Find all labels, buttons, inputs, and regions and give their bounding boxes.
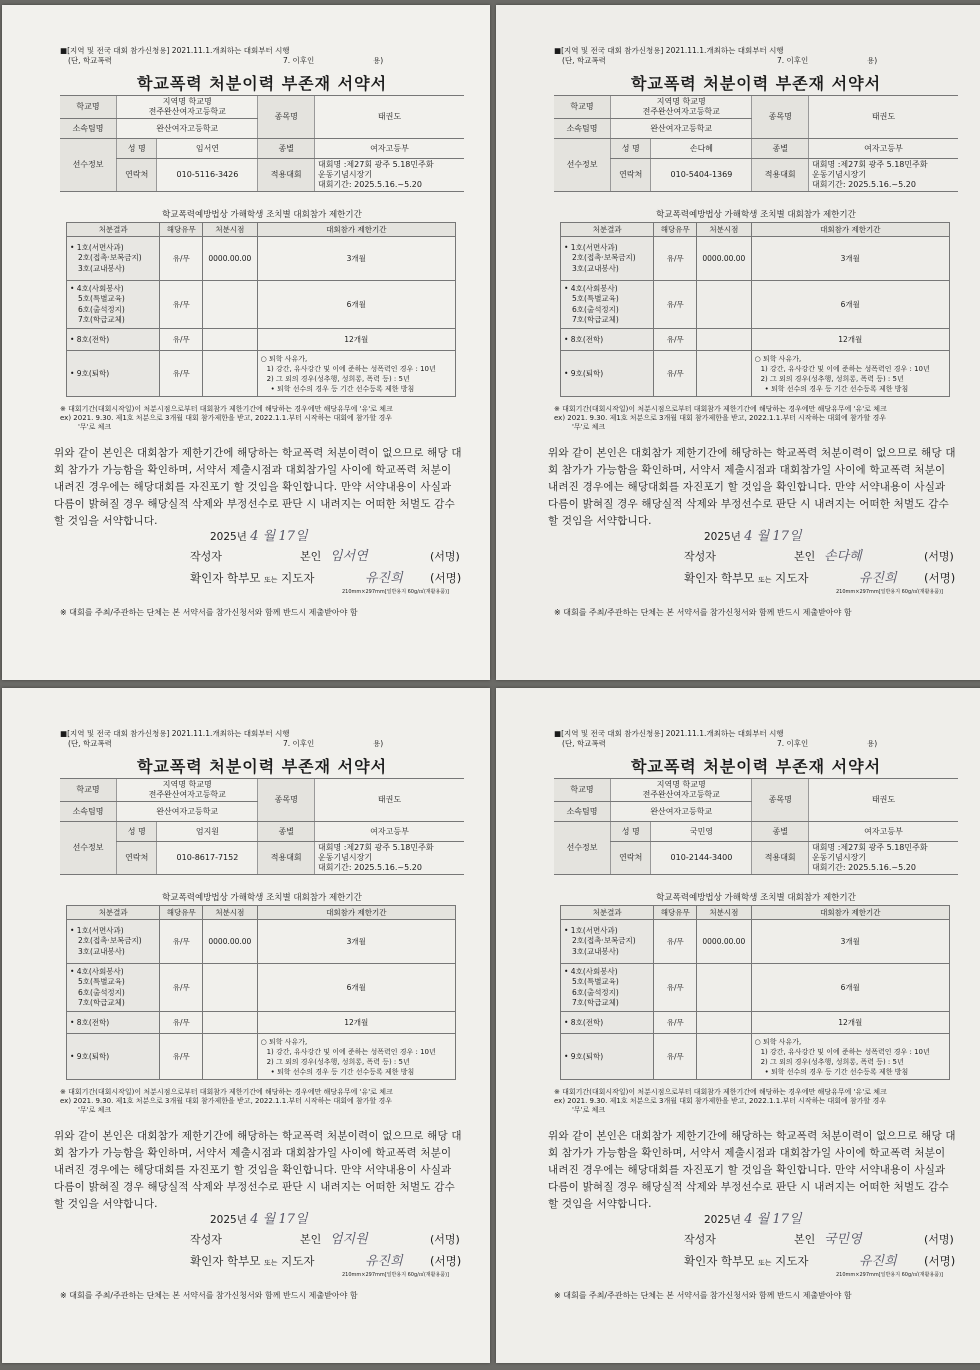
applicable-mark: 유/무 — [160, 920, 203, 964]
sanction-row-4-7: • 4호(사회봉사) 5호(특별교육) 6호(출석정지) 7호(학급교체) — [67, 281, 160, 329]
confirmer-label: 확인자 — [684, 571, 718, 585]
event-label: 종목명 — [258, 96, 315, 139]
confirmer-label: 확인자 — [190, 1254, 224, 1268]
sanction-table-title: 학교폭력예방법상 가해학생 조치별 대회참가 제한기간 — [656, 210, 856, 220]
sanction-row-1-3: • 1호(서면사과) 2호(접촉·보복금지) 3호(교내봉사) — [67, 920, 160, 964]
athlete-info-table — [60, 95, 464, 192]
sanction-row-9: • 9호(퇴학) — [67, 351, 160, 397]
self-label: 본인 — [300, 550, 322, 563]
pledge-sheet-1 — [2, 5, 490, 680]
applicable-mark: 유/무 — [160, 1034, 203, 1080]
class-value: 여자고등부 — [314, 822, 464, 842]
pledge-sheet-4 — [496, 688, 980, 1363]
confirmer-line — [190, 570, 462, 586]
form-header: ■[지역 및 전국 대회 참가신청용] 2021.11.1.개최하는 대회부터 시행 — [554, 729, 784, 738]
table-note: ※ 대회기간(대회시작일)이 처분시점으로부터 대회참가 제한기간에 해당하는 경우에만 해당유무에 '유'로 체크 ex) 2021. 9.30. 제1호 처분으로 3개월 대회 참가제한을 받고, 2022.1.1.부터 시작하는 대회에 참가할 경우 '무'로 체크 — [554, 405, 887, 431]
team-name: 완산여자고등학교 — [117, 802, 258, 822]
class-value: 여자고등부 — [808, 139, 958, 159]
form-header: ■[지역 및 전국 대회 참가신청용] 2021.11.1.개최하는 대회부터 시행 — [554, 46, 784, 55]
restriction-period: 6개월 — [751, 281, 949, 329]
applicable-mark: 유/무 — [160, 329, 203, 351]
restriction-period: 3개월 — [751, 920, 949, 964]
coach-signature: 유진희 — [365, 1254, 403, 1269]
school-name: 지역명 학교명 전주완산여자고등학교 — [611, 96, 752, 119]
team-name: 완산여자고등학교 — [611, 802, 752, 822]
or-label: 또는 — [757, 576, 772, 584]
table-note: ※ 대회기간(대회시작일)이 처분시점으로부터 대회참가 제한기간에 해당하는 경우에만 해당유무에 '유'로 체크 ex) 2021. 9.30. 제1호 처분으로 3개월 대회 참가제한을 받고, 2022.1.1.부터 시작하는 대회에 참가할 경우 '무'로 체크 — [554, 1088, 887, 1114]
coach-signature: 유진희 — [859, 1254, 897, 1269]
parent-label: 학부모 — [226, 1254, 261, 1268]
pledge-date: 2025년 4 월 17일 — [704, 1212, 802, 1227]
competition-label: 적용대회 — [258, 842, 315, 875]
author-label: 작성자 — [190, 550, 222, 563]
form-title: 학교폭력 처분이력 부존재 서약서 — [136, 74, 388, 93]
athlete-label: 선수정보 — [554, 139, 611, 192]
seal-label: (서명) — [430, 1254, 462, 1268]
class-label: 종별 — [258, 822, 315, 842]
athlete-signature: 국민영 — [824, 1232, 862, 1247]
athlete-label: 선수정보 — [554, 822, 611, 875]
sanction-row-1-3: • 1호(서면사과) 2호(접촉·보복금지) 3호(교내봉사) — [561, 920, 654, 964]
seal-label: (서명) — [430, 571, 462, 585]
form-header-note: (단, 학교폭력 7. 이후인 용) — [562, 56, 878, 65]
restriction-period: 12개월 — [751, 1012, 949, 1034]
applicable-mark: 유/무 — [654, 281, 697, 329]
event-label: 종목명 — [752, 96, 809, 139]
th-applicable: 해당유무 — [160, 906, 203, 920]
sanction-row-4-7: • 4호(사회봉사) 5호(특별교육) 6호(출석정지) 7호(학급교체) — [67, 964, 160, 1012]
author-line — [190, 548, 460, 564]
pledge-date: 2025년 4 월 17일 — [210, 1212, 308, 1227]
contact-label: 연락처 — [611, 842, 651, 875]
school-label: 학교명 — [554, 96, 611, 119]
applicable-mark: 유/무 — [654, 920, 697, 964]
athlete-phone: 010-5404-1369 — [651, 159, 752, 192]
footnote: ※ 대회를 주최/주관하는 단체는 본 서약서를 참가신청서와 함께 반드시 제출받아야 함 — [60, 1291, 358, 1300]
school-name: 지역명 학교명 전주완산여자고등학교 — [611, 779, 752, 802]
th-date: 처분시점 — [203, 223, 257, 237]
confirmer-line — [684, 1253, 956, 1269]
paper-spec: 210mm×297mm[일반용지 60g/㎡(재활용품)] — [836, 1272, 944, 1278]
th-date: 처분시점 — [697, 906, 751, 920]
event-label: 종목명 — [258, 779, 315, 822]
school-label: 학교명 — [60, 96, 117, 119]
pledge-sheet-2 — [496, 5, 980, 680]
sanction-table-title: 학교폭력예방법상 가해학생 조치별 대회참가 제한기간 — [162, 893, 362, 903]
contact-label: 연락처 — [117, 159, 157, 192]
form-title: 학교폭력 처분이력 부존재 서약서 — [630, 74, 882, 93]
team-label: 소속팀명 — [60, 119, 117, 139]
parent-label: 학부모 — [720, 1254, 755, 1268]
class-label: 종별 — [258, 139, 315, 159]
paper-spec: 210mm×297mm[일반용지 60g/㎡(재활용품)] — [342, 589, 450, 595]
school-name: 지역명 학교명 전주완산여자고등학교 — [117, 779, 258, 802]
sanction-table — [560, 222, 950, 397]
sanction-row-1-3: • 1호(서면사과) 2호(접촉·보복금지) 3호(교내봉사) — [67, 237, 160, 281]
confirmer-label: 확인자 — [190, 571, 224, 585]
applicable-mark: 유/무 — [160, 281, 203, 329]
class-label: 종별 — [752, 822, 809, 842]
athlete-phone: 010-8617-7152 — [157, 842, 258, 875]
expulsion-detail: ○ 퇴학 사유가, 1) 강간, 유사강간 및 이에 준하는 성폭력인 경우 : 10년 2) 그 외의 경우(성추행, 성희롱, 폭력 등) : 5년 • 퇴학 선수의 경우 등 기간 선수등록 제한 방침 — [257, 1034, 455, 1080]
team-label: 소속팀명 — [60, 802, 117, 822]
team-label: 소속팀명 — [554, 119, 611, 139]
th-period: 대회참가 제한기간 — [751, 223, 949, 237]
author-line — [684, 1231, 954, 1247]
th-applicable: 해당유무 — [654, 906, 697, 920]
competition-value: 대회명 :제27회 광주 5.18민주화 운동기념시장기 대회기간: 2025.5.16.~5.20 — [808, 842, 958, 875]
sanction-date: 0000.00.00 — [697, 237, 751, 281]
parent-label: 학부모 — [226, 571, 261, 585]
sanction-row-8: • 8호(전학) — [67, 1012, 160, 1034]
th-applicable: 해당유무 — [654, 223, 697, 237]
table-note: ※ 대회기간(대회시작일)이 처분시점으로부터 대회참가 제한기간에 해당하는 경우에만 해당유무에 '유'로 체크 ex) 2021. 9.30. 제1호 처분으로 3개월 대회 참가제한을 받고, 2022.1.1.부터 시작하는 대회에 참가할 경우 '무'로 체크 — [60, 405, 393, 431]
sanction-row-8: • 8호(전학) — [561, 329, 654, 351]
expulsion-detail: ○ 퇴학 사유가, 1) 강간, 유사강간 및 이에 준하는 성폭력인 경우 : 10년 2) 그 외의 경우(성추행, 성희롱, 폭력 등) : 5년 • 퇴학 선수의 경우 등 기간 선수등록 제한 방침 — [257, 351, 455, 397]
seal-label: (서명) — [430, 1233, 460, 1246]
applicable-mark: 유/무 — [654, 1034, 697, 1080]
table-note: ※ 대회기간(대회시작일)이 처분시점으로부터 대회참가 제한기간에 해당하는 경우에만 해당유무에 '유'로 체크 ex) 2021. 9.30. 제1호 처분으로 3개월 대회 참가제한을 받고, 2022.1.1.부터 시작하는 대회에 참가할 경우 '무'로 체크 — [60, 1088, 393, 1114]
event-value: 태권도 — [808, 779, 958, 822]
sanction-row-9: • 9호(퇴학) — [561, 1034, 654, 1080]
form-title: 학교폭력 처분이력 부존재 서약서 — [136, 757, 388, 776]
restriction-period: 12개월 — [751, 329, 949, 351]
confirmer-line — [190, 1253, 462, 1269]
athlete-info-table — [554, 95, 958, 192]
sanction-row-9: • 9호(퇴학) — [561, 351, 654, 397]
form-title: 학교폭력 처분이력 부존재 서약서 — [630, 757, 882, 776]
form-header: ■[지역 및 전국 대회 참가신청용] 2021.11.1.개최하는 대회부터 시행 — [60, 46, 290, 55]
parent-label: 학부모 — [720, 571, 755, 585]
sanction-row-4-7: • 4호(사회봉사) 5호(특별교육) 6호(출석정지) 7호(학급교체) — [561, 964, 654, 1012]
restriction-period: 6개월 — [257, 964, 455, 1012]
athlete-name: 임서연 — [157, 139, 258, 159]
form-header-note: (단, 학교폭력 7. 이후인 용) — [68, 56, 384, 65]
paper-spec: 210mm×297mm[일반용지 60g/㎡(재활용품)] — [342, 1272, 450, 1278]
athlete-name: 손다혜 — [651, 139, 752, 159]
school-label: 학교명 — [60, 779, 117, 802]
applicable-mark: 유/무 — [160, 237, 203, 281]
th-period: 대회참가 제한기간 — [257, 906, 455, 920]
contact-label: 연락처 — [611, 159, 651, 192]
team-name: 완산여자고등학교 — [611, 119, 752, 139]
applicable-mark: 유/무 — [160, 351, 203, 397]
or-label: 또는 — [757, 1259, 772, 1267]
or-label: 또는 — [263, 1259, 278, 1267]
th-period: 대회참가 제한기간 — [257, 223, 455, 237]
coach-label: 지도자 — [775, 571, 809, 585]
sanction-date: 0000.00.00 — [697, 920, 751, 964]
paper-spec: 210mm×297mm[일반용지 60g/㎡(재활용품)] — [836, 589, 944, 595]
seal-label: (서명) — [924, 1254, 956, 1268]
restriction-period: 3개월 — [257, 237, 455, 281]
athlete-signature: 엄지원 — [330, 1232, 368, 1247]
sanction-row-9: • 9호(퇴학) — [67, 1034, 160, 1080]
applicable-mark: 유/무 — [160, 964, 203, 1012]
competition-label: 적용대회 — [752, 842, 809, 875]
athlete-info-table — [60, 778, 464, 875]
restriction-period: 6개월 — [257, 281, 455, 329]
restriction-period: 6개월 — [751, 964, 949, 1012]
sanction-table-title: 학교폭력예방법상 가해학생 조치별 대회참가 제한기간 — [162, 210, 362, 220]
athlete-label: 선수정보 — [60, 139, 117, 192]
sanction-table — [66, 905, 456, 1080]
author-label: 작성자 — [684, 550, 716, 563]
coach-label: 지도자 — [775, 1254, 809, 1268]
author-label: 작성자 — [684, 1233, 716, 1246]
footnote: ※ 대회를 주최/주관하는 단체는 본 서약서를 참가신청서와 함께 반드시 제출받아야 함 — [554, 1291, 852, 1300]
expulsion-detail: ○ 퇴학 사유가, 1) 강간, 유사강간 및 이에 준하는 성폭력인 경우 : 10년 2) 그 외의 경우(성추행, 성희롱, 폭력 등) : 5년 • 퇴학 선수의 경우 등 기간 선수등록 제한 방침 — [751, 1034, 949, 1080]
self-label: 본인 — [794, 550, 816, 563]
or-label: 또는 — [263, 576, 278, 584]
sanction-date: 0000.00.00 — [203, 920, 257, 964]
school-label: 학교명 — [554, 779, 611, 802]
coach-signature: 유진희 — [859, 571, 897, 586]
athlete-phone: 010-5116-3426 — [157, 159, 258, 192]
seal-label: (서명) — [924, 571, 956, 585]
applicable-mark: 유/무 — [654, 329, 697, 351]
th-result: 처분결과 — [67, 223, 160, 237]
sanction-table — [560, 905, 950, 1080]
restriction-period: 3개월 — [751, 237, 949, 281]
event-value: 태권도 — [314, 96, 464, 139]
pledge-text: 위와 같이 본인은 대회참가 제한기간에 해당하는 학교폭력 처분이력이 없으므로 해당 대회 참가가 가능함을 확인하며, 서약서 제출시점과 대회참가일 사이에 학교폭력 처분이 내려진 경우에는 해당대회를 자진포기 할 것임을 확인합니다. 만약 서약내용이 사실과 다름이 밝혀질 경우 해당실적 삭제와 부정선수로 판단 시 내려지는 어떠한 처벌도 감수할 것임을 서약합니다. — [548, 1130, 956, 1210]
class-value: 여자고등부 — [808, 822, 958, 842]
applicable-mark: 유/무 — [654, 351, 697, 397]
th-applicable: 해당유무 — [160, 223, 203, 237]
team-label: 소속팀명 — [554, 802, 611, 822]
restriction-period: 12개월 — [257, 1012, 455, 1034]
pledge-text: 위와 같이 본인은 대회참가 제한기간에 해당하는 학교폭력 처분이력이 없으므로 해당 대회 참가가 가능함을 확인하며, 서약서 제출시점과 대회참가일 사이에 학교폭력 처분이 내려진 경우에는 해당대회를 자진포기 할 것임을 확인합니다. 만약 서약내용이 사실과 다름이 밝혀질 경우 해당실적 삭제와 부정선수로 판단 시 내려지는 어떠한 처벌도 감수할 것임을 서약합니다. — [54, 447, 462, 527]
expulsion-detail: ○ 퇴학 사유가, 1) 강간, 유사강간 및 이에 준하는 성폭력인 경우 : 10년 2) 그 외의 경우(성추행, 성희롱, 폭력 등) : 5년 • 퇴학 선수의 경우 등 기간 선수등록 제한 방침 — [751, 351, 949, 397]
name-label: 성 명 — [611, 822, 651, 842]
form-header-note: (단, 학교폭력 7. 이후인 용) — [68, 739, 384, 748]
team-name: 완산여자고등학교 — [117, 119, 258, 139]
th-date: 처분시점 — [697, 223, 751, 237]
event-value: 태권도 — [314, 779, 464, 822]
coach-label: 지도자 — [281, 571, 315, 585]
th-result: 처분결과 — [561, 223, 654, 237]
confirmer-line — [684, 570, 956, 586]
class-label: 종별 — [752, 139, 809, 159]
pledge-sheet-3 — [2, 688, 490, 1363]
form-header-note: (단, 학교폭력 7. 이후인 용) — [562, 739, 878, 748]
footnote: ※ 대회를 주최/주관하는 단체는 본 서약서를 참가신청서와 함께 반드시 제출받아야 함 — [60, 608, 358, 617]
competition-value: 대회명 :제27회 광주 5.18민주화 운동기념시장기 대회기간: 2025.5.16.~5.20 — [314, 159, 464, 192]
restriction-period: 12개월 — [257, 329, 455, 351]
competition-value: 대회명 :제27회 광주 5.18민주화 운동기념시장기 대회기간: 2025.5.16.~5.20 — [808, 159, 958, 192]
pledge-date: 2025년 4 월 17일 — [210, 529, 308, 544]
author-line — [190, 1231, 460, 1247]
athlete-info-table — [554, 778, 958, 875]
seal-label: (서명) — [924, 550, 954, 563]
pledge-date: 2025년 4 월 17일 — [704, 529, 802, 544]
class-value: 여자고등부 — [314, 139, 464, 159]
th-period: 대회참가 제한기간 — [751, 906, 949, 920]
athlete-name: 국민영 — [651, 822, 752, 842]
competition-label: 적용대회 — [258, 159, 315, 192]
pledge-text: 위와 같이 본인은 대회참가 제한기간에 해당하는 학교폭력 처분이력이 없으므로 해당 대회 참가가 가능함을 확인하며, 서약서 제출시점과 대회참가일 사이에 학교폭력 처분이 내려진 경우에는 해당대회를 자진포기 할 것임을 확인합니다. 만약 서약내용이 사실과 다름이 밝혀질 경우 해당실적 삭제와 부정선수로 판단 시 내려지는 어떠한 처벌도 감수할 것임을 서약합니다. — [548, 447, 956, 527]
event-label: 종목명 — [752, 779, 809, 822]
athlete-signature: 임서연 — [330, 549, 368, 564]
contact-label: 연락처 — [117, 842, 157, 875]
competition-label: 적용대회 — [752, 159, 809, 192]
sanction-row-8: • 8호(전학) — [67, 329, 160, 351]
restriction-period: 3개월 — [257, 920, 455, 964]
form-header: ■[지역 및 전국 대회 참가신청용] 2021.11.1.개최하는 대회부터 시행 — [60, 729, 290, 738]
self-label: 본인 — [794, 1233, 816, 1246]
confirmer-label: 확인자 — [684, 1254, 718, 1268]
author-line — [684, 548, 954, 564]
sanction-table — [66, 222, 456, 397]
self-label: 본인 — [300, 1233, 322, 1246]
event-value: 태권도 — [808, 96, 958, 139]
sanction-row-4-7: • 4호(사회봉사) 5호(특별교육) 6호(출석정지) 7호(학급교체) — [561, 281, 654, 329]
th-result: 처분결과 — [67, 906, 160, 920]
applicable-mark: 유/무 — [654, 964, 697, 1012]
author-label: 작성자 — [190, 1233, 222, 1246]
coach-signature: 유진희 — [365, 571, 403, 586]
sanction-date: 0000.00.00 — [203, 237, 257, 281]
footnote: ※ 대회를 주최/주관하는 단체는 본 서약서를 참가신청서와 함께 반드시 제출받아야 함 — [554, 608, 852, 617]
name-label: 성 명 — [117, 139, 157, 159]
name-label: 성 명 — [117, 822, 157, 842]
athlete-label: 선수정보 — [60, 822, 117, 875]
applicable-mark: 유/무 — [654, 237, 697, 281]
th-result: 처분결과 — [561, 906, 654, 920]
coach-label: 지도자 — [281, 1254, 315, 1268]
name-label: 성 명 — [611, 139, 651, 159]
sanction-row-1-3: • 1호(서면사과) 2호(접촉·보복금지) 3호(교내봉사) — [561, 237, 654, 281]
sanction-row-8: • 8호(전학) — [561, 1012, 654, 1034]
applicable-mark: 유/무 — [160, 1012, 203, 1034]
th-date: 처분시점 — [203, 906, 257, 920]
athlete-signature: 손다혜 — [824, 549, 862, 564]
athlete-phone: 010-2144-3400 — [651, 842, 752, 875]
school-name: 지역명 학교명 전주완산여자고등학교 — [117, 96, 258, 119]
sanction-table-title: 학교폭력예방법상 가해학생 조치별 대회참가 제한기간 — [656, 893, 856, 903]
seal-label: (서명) — [430, 550, 460, 563]
pledge-text: 위와 같이 본인은 대회참가 제한기간에 해당하는 학교폭력 처분이력이 없으므로 해당 대회 참가가 가능함을 확인하며, 서약서 제출시점과 대회참가일 사이에 학교폭력 처분이 내려진 경우에는 해당대회를 자진포기 할 것임을 확인합니다. 만약 서약내용이 사실과 다름이 밝혀질 경우 해당실적 삭제와 부정선수로 판단 시 내려지는 어떠한 처벌도 감수할 것임을 서약합니다. — [54, 1130, 462, 1210]
seal-label: (서명) — [924, 1233, 954, 1246]
athlete-name: 엄지원 — [157, 822, 258, 842]
competition-value: 대회명 :제27회 광주 5.18민주화 운동기념시장기 대회기간: 2025.5.16.~5.20 — [314, 842, 464, 875]
applicable-mark: 유/무 — [654, 1012, 697, 1034]
